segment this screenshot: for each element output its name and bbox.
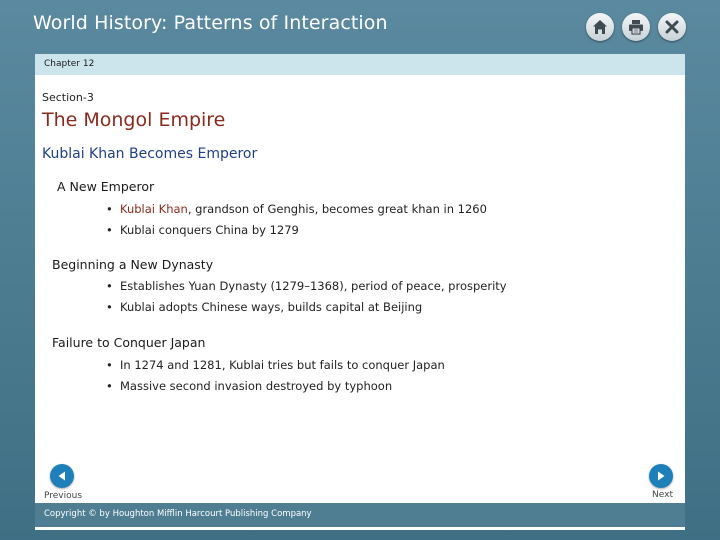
previous-button[interactable] (50, 464, 74, 488)
home-icon (591, 18, 609, 36)
chapter-bar (35, 54, 685, 75)
chapter-label: Chapter 12 (44, 59, 95, 69)
bullet-item (106, 279, 507, 293)
bullet-dot: • (106, 300, 113, 314)
section-heading: Beginning a New Dynasty (52, 257, 214, 272)
bullet-text: In 1274 and 1281, Kublai tries but fails to conquer Japan (120, 358, 445, 372)
close-button[interactable] (658, 13, 686, 41)
bullet-item (106, 223, 299, 237)
bullet-item (106, 358, 445, 372)
bullet-text: Kublai conquers China by 1279 (120, 223, 299, 237)
close-icon (663, 18, 681, 36)
next-label[interactable]: Next (652, 490, 673, 500)
bullet-dot: • (106, 358, 113, 372)
bullet-text: Kublai adopts Chinese ways, builds capital at Beijing (120, 300, 423, 314)
bullet-dot: • (106, 279, 113, 293)
footer-bar (35, 503, 685, 527)
bullet-text: Establishes Yuan Dynasty (1279–1368), period of peace, prosperity (120, 279, 507, 293)
keyword-link[interactable]: Kublai Khan (120, 202, 188, 216)
bullet-dot: • (106, 202, 113, 216)
home-button[interactable] (586, 13, 614, 41)
bullet-dot: • (106, 223, 113, 237)
next-button[interactable] (649, 464, 673, 488)
slide-panel (35, 54, 685, 530)
slide-subtitle: Kublai Khan Becomes Emperor (42, 146, 258, 162)
triangle-right-icon (655, 470, 667, 482)
bullet-item (106, 379, 392, 393)
print-icon (627, 18, 645, 36)
print-button[interactable] (622, 13, 650, 41)
bullet-text: Massive second invasion destroyed by typhoon (120, 379, 393, 393)
section-heading: Failure to Conquer Japan (52, 335, 206, 350)
previous-label[interactable]: Previous (44, 491, 83, 501)
bullet-text: , grandson of Genghis, becomes great khan in 1260 (187, 202, 487, 216)
bullet-item (106, 202, 487, 216)
section-label: Section-3 (42, 91, 94, 104)
app-title: World History: Patterns of Interaction (33, 12, 388, 34)
bullet-dot: • (106, 379, 113, 393)
triangle-left-icon (56, 470, 68, 482)
section-heading: A New Emperor (57, 179, 155, 194)
bullet-item (106, 300, 422, 314)
page-title: The Mongol Empire (42, 109, 226, 131)
copyright-text: Copyright © by Houghton Mifflin Harcourt Publishing Company (44, 509, 312, 519)
